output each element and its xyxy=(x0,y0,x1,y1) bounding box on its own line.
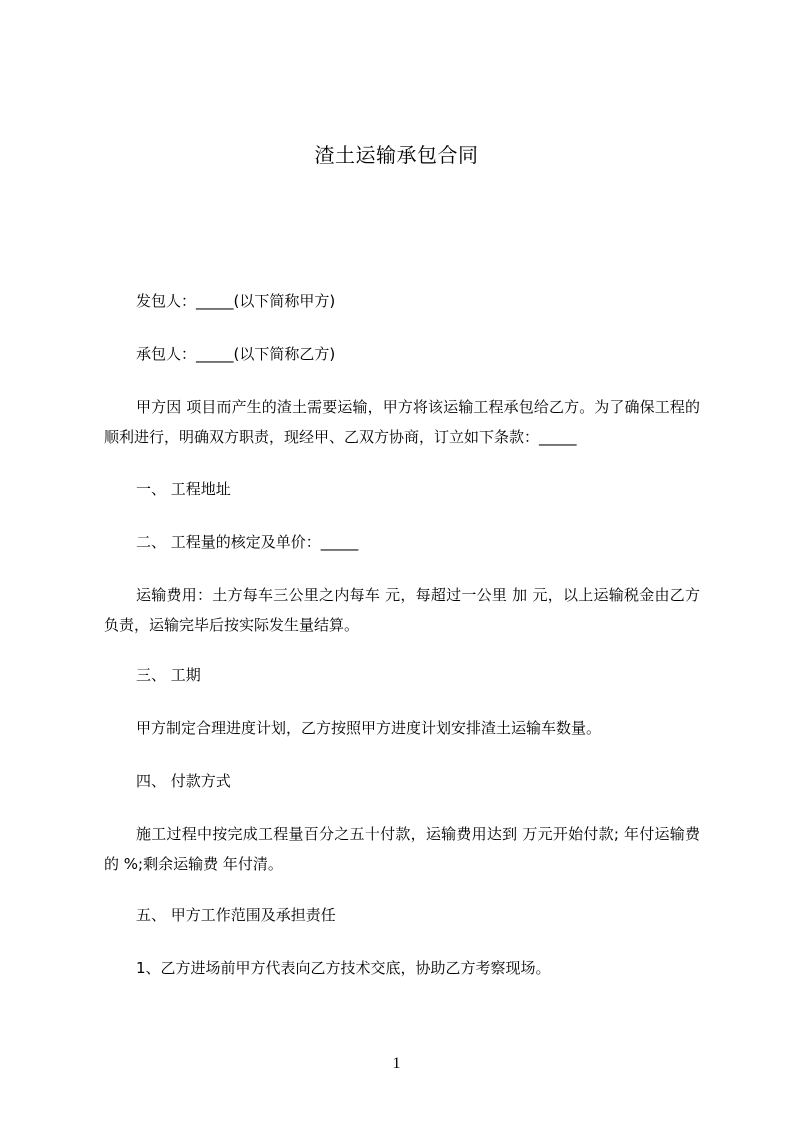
contractor-line: 承包人：_____(以下简称乙方) xyxy=(136,345,336,363)
section-heading-4: 四、 付款方式 xyxy=(136,772,231,790)
transport-fee-paragraph: 运输费用：土方每车三公里之内每车 元，每超过一公里 加 元，以上运输税金由乙方负责，运输完毕后按实际发生量结算。 xyxy=(104,586,700,634)
schedule-paragraph: 甲方制定合理进度计划，乙方按照甲方进度计划安排渣土运输车数量。 xyxy=(136,719,602,737)
page-number: 1 xyxy=(392,1055,401,1072)
section-heading-2: 二、 工程量的核定及单价：_____ xyxy=(136,533,359,551)
payment-paragraph: 施工过程中按完成工程量百分之五十付款，运输费用达到 万元开始付款; 年付运输费的 %;剩余运输费 年付清。 xyxy=(104,825,700,873)
document-title: 渣土运输承包合同 xyxy=(314,143,479,167)
section-heading-1: 一、 工程地址 xyxy=(136,480,231,498)
issuer-line: 发包人：_____(以下简称甲方) xyxy=(136,292,336,310)
clause-item-1: 1、乙方进场前甲方代表向乙方技术交底，协助乙方考察现场。 xyxy=(136,959,551,977)
section-heading-3: 三、 工期 xyxy=(136,666,201,684)
section-heading-5: 五、 甲方工作范围及承担责任 xyxy=(136,906,336,924)
intro-paragraph: 甲方因 项目而产生的渣土需要运输，甲方将该运输工程承包给乙方。为了确保工程的顺利进行，明确双方职责，现经甲、乙双方协商，订立如下条款：_____ xyxy=(104,398,700,446)
